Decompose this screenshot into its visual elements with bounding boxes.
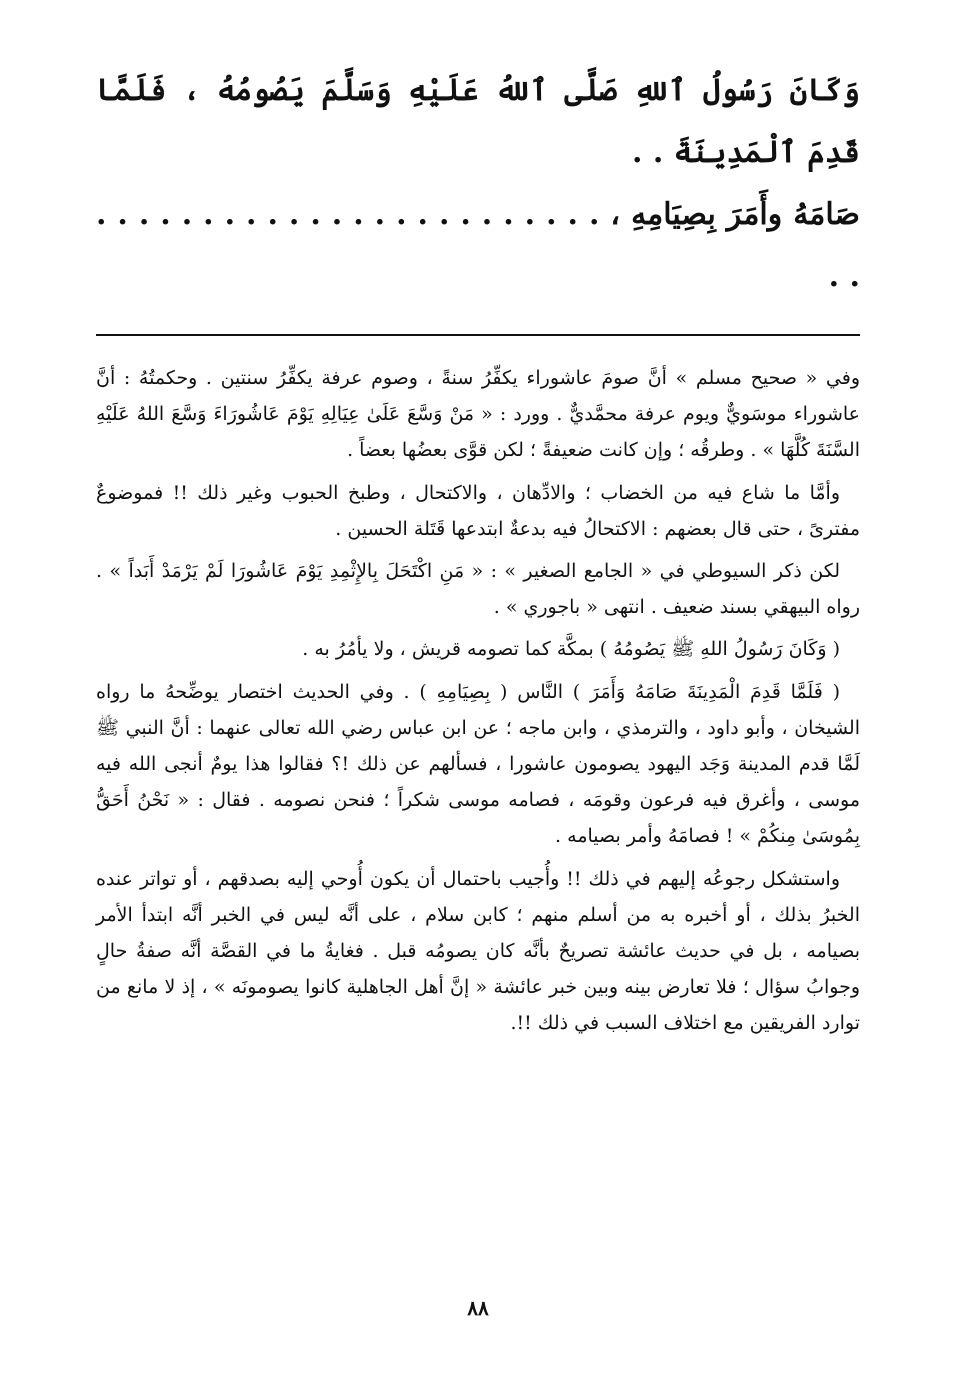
book-page [96,60,860,1048]
commentary-paragraph: لكن ذكر السيوطي في « الجامع الصغير » : « مَنِ اكْتَحَلَ بِالإِثْمِدِ يَوْمَ عَاشُورَا لَمْ يَرْمَدْ أَبَداً » . رواه البيهقي بسند ضعيف . انتهى « باجوري » . [96,560,860,619]
page-number: ٨٨ [467,1296,489,1320]
hadith-line-1: وَكَانَ رَسُولُ ٱللهِ صَلَّى ٱللهُ عَلَيْهِ وَسَلَّمَ يَصُومُهُ ، فَلَمَّا قَدِمَ ٱلْمَدِينَةَ . . [96,73,860,170]
hadith-text [96,60,860,308]
hadith-line-2: صَامَهُ وأَمَرَ بِصِيَامِهِ ، . . . . . . . . . . . . . . . . . . . . . . . . . . [96,197,860,294]
commentary-paragraph: وأمَّا ما شاع فيه من الخضاب ؛ والادِّهان ، والاكتحال ، وطبخ الحبوب وغير ذلك !! فموضوعٌ مفترىً ، حتى قال بعضهم : الاكتحالُ فيه بدعةٌ ابتدعها قَتَلة الحسين . [96,481,860,540]
commentary-paragraph: ( فَلَمَّا قَدِمَ الْمَدِينَةَ صَامَهُ وَأَمَرَ ) النَّاس ( بِصِيَامِهِ ) . وفي الحديث اختصار يوضِّحهُ ما رواه الشيخان ، وأبو داود ، والترمذي ، وابن ماجه ؛ عن ابن عباس رضي الله تعالى عنهما : أنَّ النبي ﷺ لَمَّا قدم المدينة وَجَد اليهود يصومون عاشورا ، فسألهم عن ذلك !؟ فقالوا هذا يومٌ أنجى الله فيه موسى ، وأغرق فيه فرعون وقومَه ، فصامه موسى شكراً ؛ فنحن نصومه . فقال : « نَحْنُ أَحَقُّ بِمُوسَىٰ مِنكُمْ » ! فصامَهُ وأمر بصيامه . [96,680,860,848]
commentary-paragraph: وفي « صحيح مسلم » أنَّ صومَ عاشوراء يكفِّرُ سنةً ، وصوم عرفة يكفِّرُ سنتين . وحكمتُهُ : أنَّ عاشوراء موسَويٌّ ويوم عرفة محمَّديٌّ . وورد : « مَنْ وَسَّعَ عَلَىٰ عِيَالِهِ يَوْمَ عَاشُورَاءَ وَسَّعَ اللهُ عَلَيْهِ السَّنَةَ كُلَّهَا » . وطرقُه ؛ وإن كانت ضعيفةً ؛ لكن قوَّى بعضُها بعضاً . [96,367,860,462]
commentary [96,360,860,1042]
commentary-paragraph: واستشكل رجوعُه إليهم في ذلك !! وأُجيب باحتمال أن يكون أُوحي إليه بصدقهم ، أو تواتر عنده الخبرُ بذلك ، أو أخبره به من أسلم منهم ؛ كابن سلام ، على أنَّه ليس في الخبر أنَّه ابتدأ الأمر بصيامه ، بل في حديث عائشة تصريحٌ بأنَّه كان يصومُه قبل . فغايةُ ما في القصَّة أنَّه صفةُ حالٍ وجوابُ سؤال ؛ فلا تعارض بينه وبين خبر عائشة « إنَّ أهل الجاهلية كانوا يصومونَه » ، إذ لا مانع من توارد الفريقين مع اختلاف السبب في ذلك !!. [96,867,860,1035]
commentary-paragraph: ( وَكَانَ رَسُولُ اللهِ ﷺ يَصُومُهُ ) بمكَّة كما تصومه قريش ، ولا يأمُرُ به . [302,638,840,661]
separator-line [96,334,860,336]
